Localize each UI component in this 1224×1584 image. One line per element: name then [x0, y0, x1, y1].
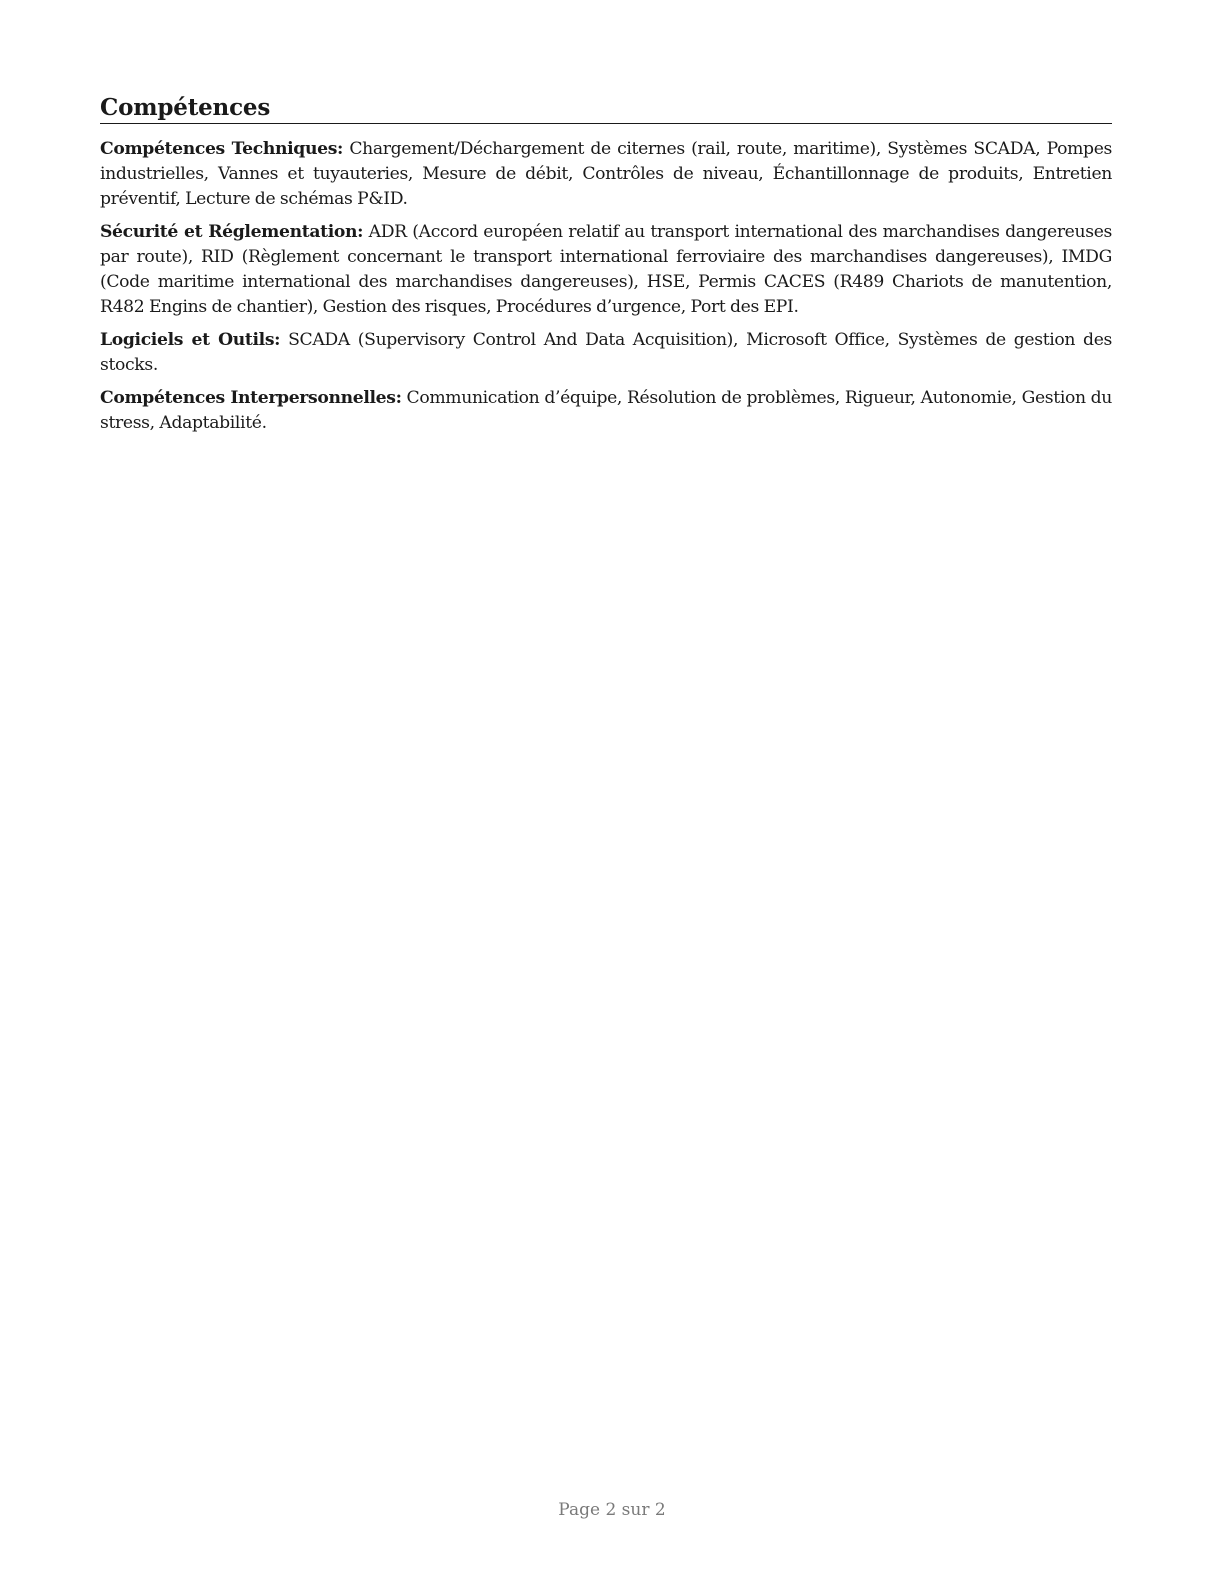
- page-number-footer: Page 2 sur 2: [558, 1500, 666, 1520]
- document-body: [100, 94, 1112, 444]
- skill-safety-text: ADR (Accord européen relatif au transport international des marchandises dangereuses par route), RID (Règlement concernant le transport international ferroviaire des marchandises dangereuses), IMDG (Code maritime international des marchandises dangereuses), HSE, Permis CACES (R489 Chariots de manutention, R482 Engins de chantier), Gestion des risques, Procédures d’urgence, Port des EPI.: [100, 222, 1112, 317]
- skill-software-text: SCADA (Supervisory Control And Data Acquisition), Microsoft Office, Systèmes de gestion des stocks.: [100, 330, 1112, 375]
- skill-interpersonal: [100, 386, 1112, 436]
- skill-technical-label: Compétences Techniques:: [100, 139, 344, 159]
- skill-interpersonal-text: Communication d’équipe, Résolution de problèmes, Rigueur, Autonomie, Gestion du stress, Adaptabilité.: [100, 388, 1112, 433]
- skill-safety-label: Sécurité et Réglementation:: [100, 222, 364, 242]
- section-heading-competences: Compétences: [100, 94, 1112, 124]
- skill-interpersonal-label: Compétences Interpersonnelles:: [100, 388, 402, 408]
- skill-technical-text: Chargement/Déchargement de citernes (rail, route, maritime), Systèmes SCADA, Pompes industrielles, Vannes et tuyauteries, Mesure de débit, Contrôles de niveau, Échantillonnage de produits, Entretien préventif, Lecture de schémas P&ID.: [100, 139, 1113, 209]
- skill-technical: [100, 137, 1112, 212]
- skill-software-label: Logiciels et Outils:: [100, 330, 281, 350]
- skill-software: [100, 328, 1112, 378]
- skill-safety: [100, 220, 1112, 320]
- skills-list: [100, 137, 1112, 436]
